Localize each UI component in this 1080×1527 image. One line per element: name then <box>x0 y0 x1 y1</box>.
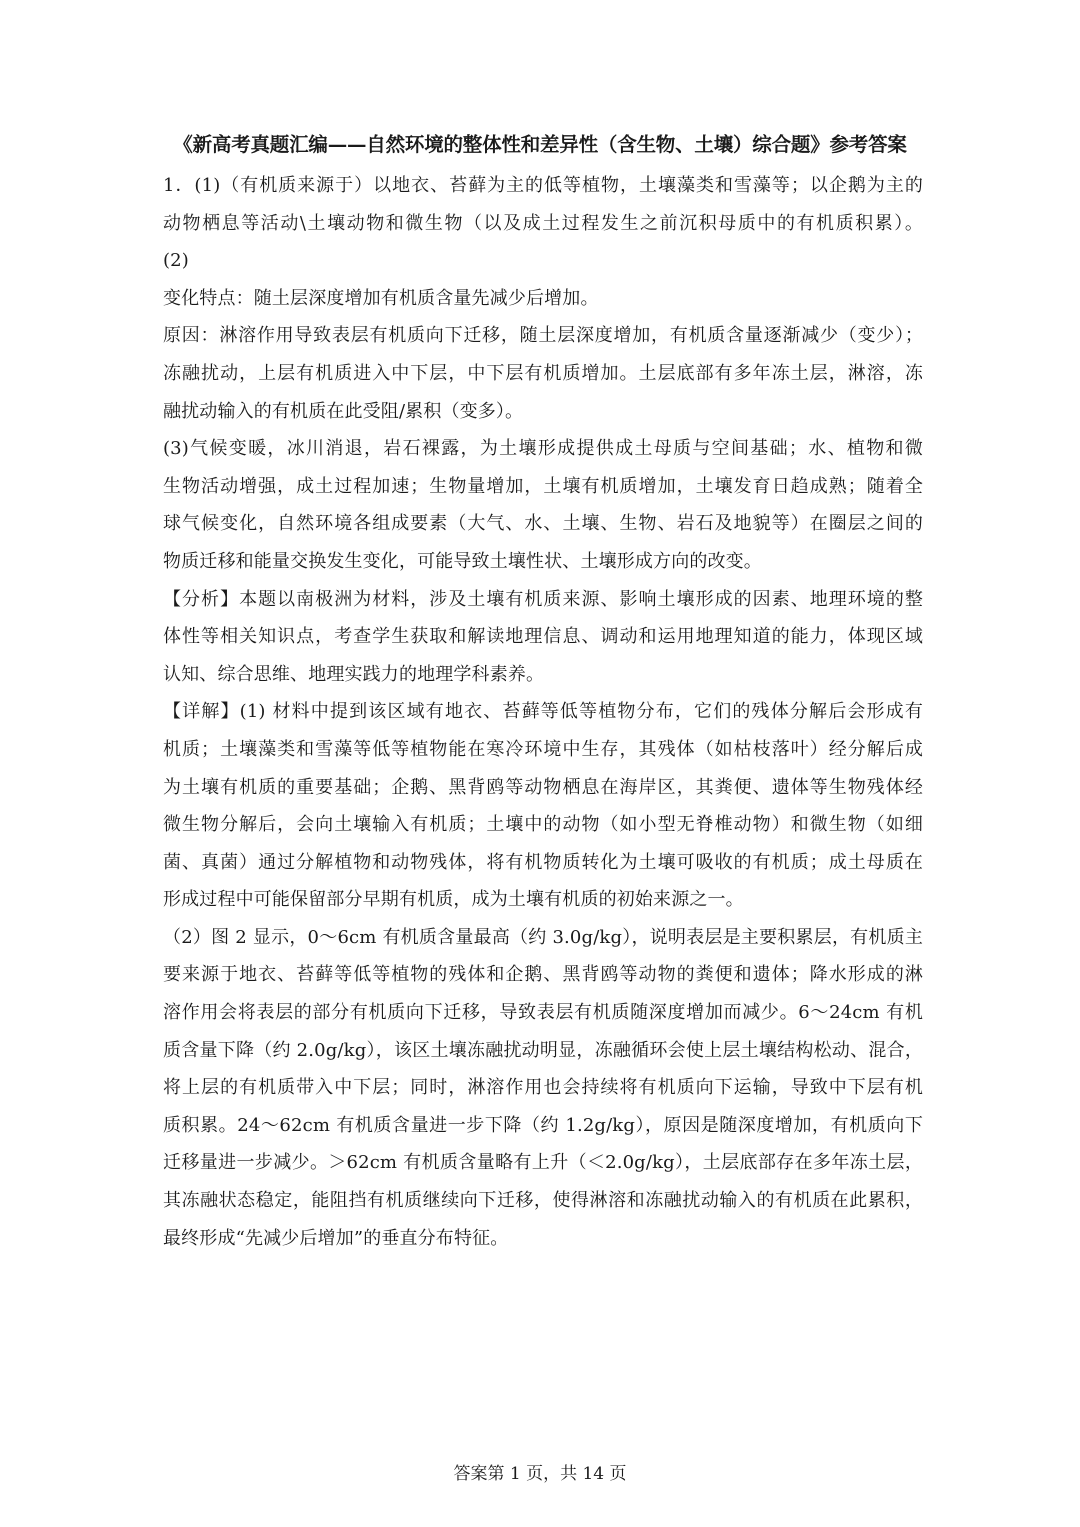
page-footer: 答案第 1 页，共 14 页 <box>453 1464 627 1484</box>
text-line: 质积累。24～62cm 有机质含量进一步下降（约 1.2g/kg），原因是随深度增加，有机质向下 <box>163 1114 923 1136</box>
text-line: (3)气候变暖，冰川消退，岩石裸露，为土壤形成提供成土母质与空间基础；水、植物和微 <box>163 438 923 460</box>
text-line: 球气候变化，自然环境各组成要素（大气、水、土壤、生物、岩石及地貌等）在圈层之间的 <box>163 513 923 535</box>
text-line: 为土壤有机质的重要基础；企鹅、黑背鸥等动物栖息在海岸区，其粪便、遗体等生物残体经 <box>163 776 923 798</box>
text-line: 原因：淋溶作用导致表层有机质向下迁移，随土层深度增加，有机质含量逐渐减少（变少）； <box>163 325 923 347</box>
text-line: 1．(1)（有机质来源于）以地衣、苔藓为主的低等植物，土壤藻类和雪藻等；以企鹅为主的 <box>163 175 923 196</box>
text-line: （2）图 2 显示，0～6cm 有机质含量最高（约 3.0g/kg），说明表层是主要积累层，有机质主 <box>163 926 923 948</box>
text-line: 要来源于地衣、苔藓等低等植物的残体和企鹅、黑背鸥等动物的粪便和遗体；降水形成的淋 <box>163 964 923 986</box>
text-line: 形成过程中可能保留部分早期有机质，成为土壤有机质的初始来源之一。 <box>163 889 744 911</box>
text-line: (2) <box>163 250 189 272</box>
text-line: 【详解】(1) 材料中提到该区域有地衣、苔藓等低等植物分布，它们的残体分解后会形成有 <box>163 701 923 723</box>
answer-body <box>163 167 923 1257</box>
text-line: 机质；土壤藻类和雪藻等低等植物能在寒冷环境中生存，其残体（如枯枝落叶）经分解后成 <box>163 738 923 760</box>
text-line: 动物栖息等活动\土壤动物和微生物（以及成土过程发生之前沉积母质中的有机质积累）。 <box>163 212 923 234</box>
text-line: 迁移量进一步减少。＞62cm 有机质含量略有上升（＜2.0g/kg），土层底部存在多年冻土层， <box>163 1152 923 1174</box>
text-line: 质含量下降（约 2.0g/kg），该区土壤冻融扰动明显，冻融循环会使上层土壤结构松动、混合， <box>163 1039 923 1061</box>
text-line: 冻融扰动，上层有机质进入中下层，中下层有机质增加。土层底部有多年冻土层，淋溶，冻 <box>163 362 923 384</box>
text-line: 微生物分解后，会向土壤输入有机质；土壤中的动物（如小型无脊椎动物）和微生物（如细 <box>163 814 923 836</box>
text-line: 物质迁移和能量交换发生变化，可能导致土壤性状、土壤形成方向的改变。 <box>163 550 762 572</box>
text-line: 认知、综合思维、地理实践力的地理学科素养。 <box>163 663 545 685</box>
text-line: 生物活动增强，成土过程加速；生物量增加，土壤有机质增加，土壤发育日趋成熟；随着全 <box>163 475 923 497</box>
text-line: 体性等相关知识点，考查学生获取和解读地理信息、调动和运用地理知道的能力，体现区域 <box>163 626 923 648</box>
text-line: 将上层的有机质带入中下层；同时，淋溶作用也会持续将有机质向下运输，导致中下层有机 <box>163 1077 923 1099</box>
text-line: 菌、真菌）通过分解植物和动物残体，将有机物质转化为土壤可吸收的有机质；成土母质在 <box>163 851 923 873</box>
text-line: 溶作用会将表层的部分有机质向下迁移，导致表层有机质随深度增加而减少。6～24cm 有机 <box>163 1002 923 1024</box>
page-title: 《新高考真题汇编——自然环境的整体性和差异性（含生物、土壤）综合题》参考答案 <box>173 133 907 156</box>
text-line: 融扰动输入的有机质在此受阻/累积（变多）。 <box>163 400 524 422</box>
text-line: 最终形成“先减少后增加”的垂直分布特征。 <box>163 1227 509 1249</box>
text-line: 其冻融状态稳定，能阻挡有机质继续向下迁移，使得淋溶和冻融扰动输入的有机质在此累积， <box>163 1190 923 1212</box>
text-line: 【分析】本题以南极洲为材料，涉及土壤有机质来源、影响土壤形成的因素、地理环境的整 <box>163 588 923 610</box>
text-line: 变化特点：随土层深度增加有机质含量先减少后增加。 <box>163 287 599 309</box>
